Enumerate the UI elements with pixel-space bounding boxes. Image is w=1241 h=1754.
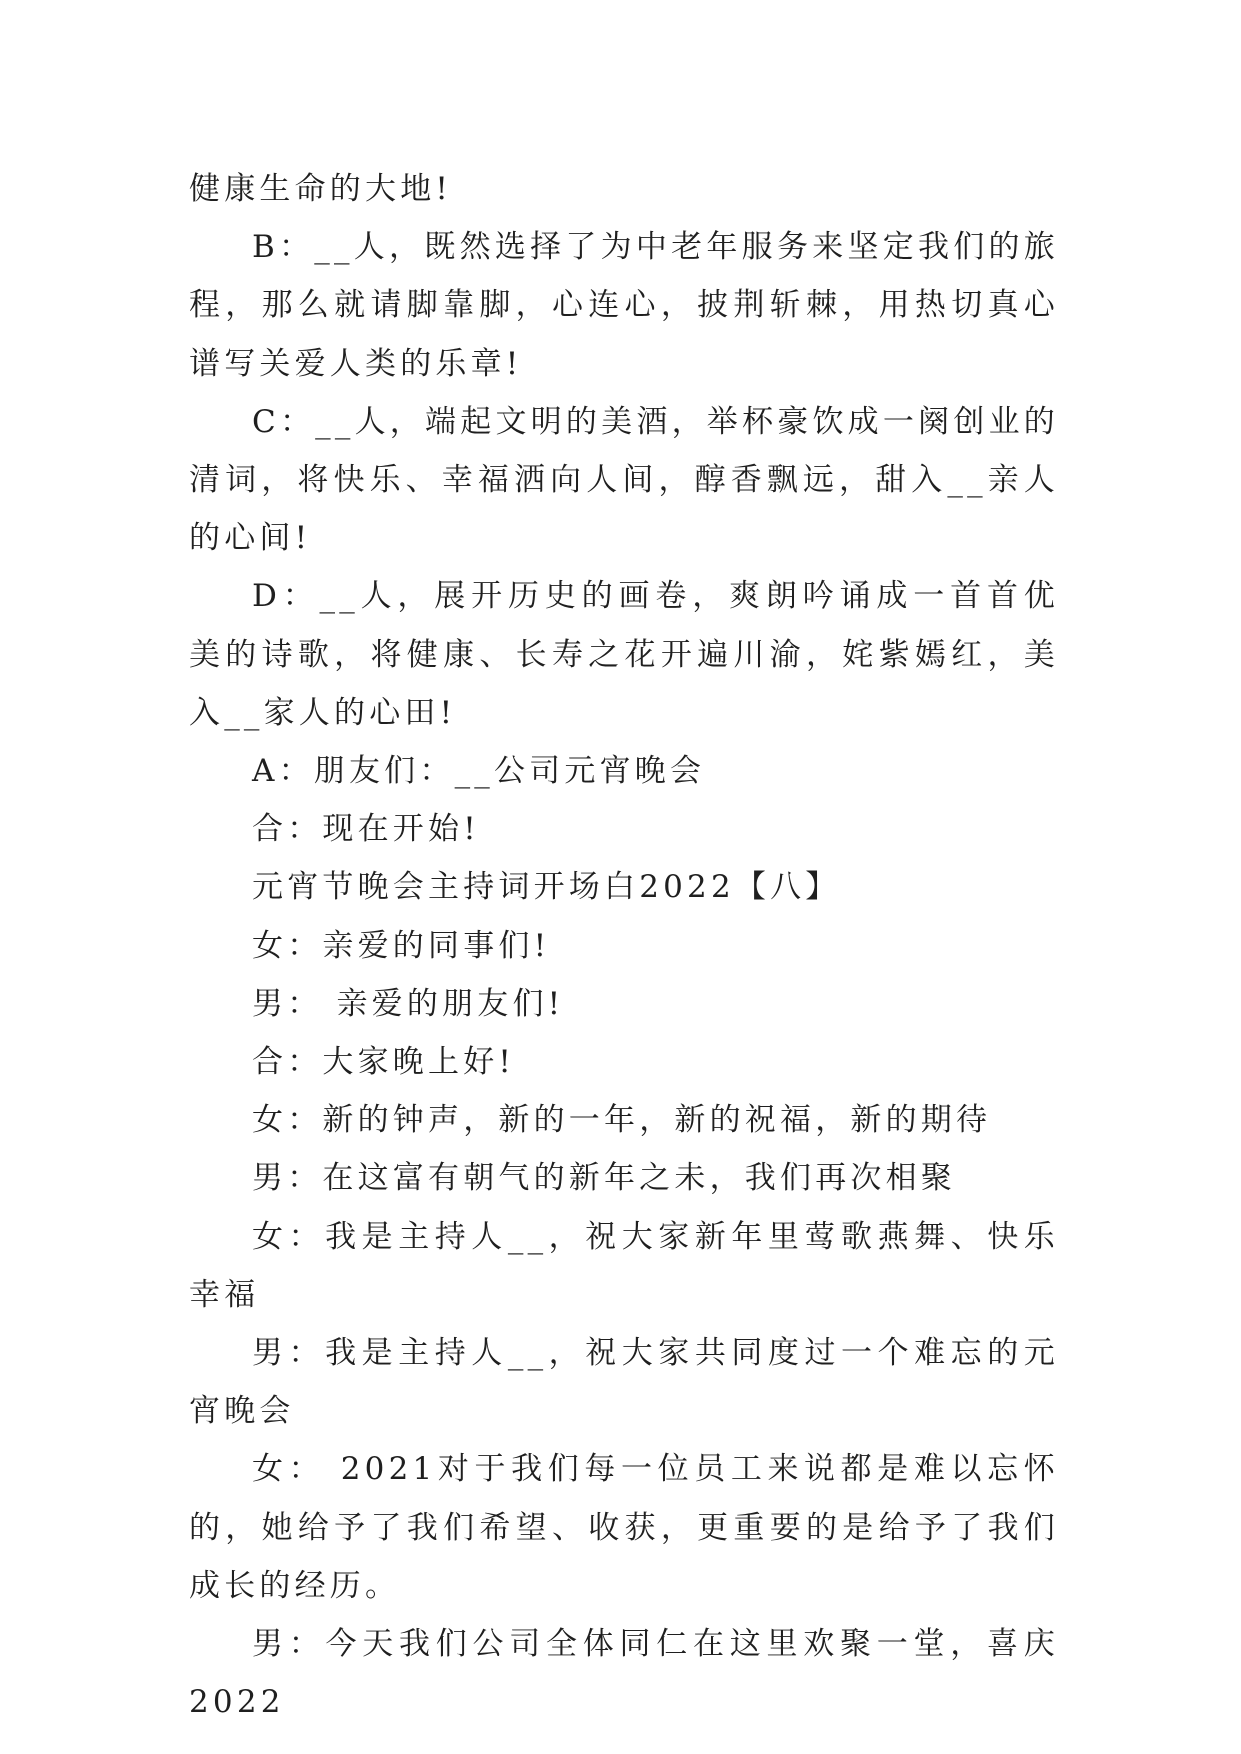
- paragraph: 合：大家晚上好!: [252, 1044, 516, 1081]
- paragraph: B：__人，既然选择了为中老年服务来坚定我们的旅程，那么就请脚靠脚，心连心，披荆斩棘，用热切真心谱写关爱人类的乐章!: [189, 229, 1059, 382]
- paragraph: 男：今天我们公司全体同仁在这里欢聚一堂，喜庆2022: [189, 1626, 1059, 1721]
- section-heading: 元宵节晚会主持词开场白2022【八】: [252, 869, 841, 906]
- paragraph: 合：现在开始!: [252, 811, 480, 848]
- paragraph: 健康生命的大地!: [189, 171, 453, 207]
- paragraph: 女：亲爱的同事们!: [252, 927, 551, 964]
- paragraph: A：朋友们：__公司元宵晚会: [252, 753, 706, 790]
- document-body: [189, 160, 1059, 1731]
- paragraph: 女：新的钟声，新的一年，新的祝福，新的期待: [252, 1102, 992, 1139]
- paragraph: 男：我是主持人__，祝大家共同度过一个难忘的元宵晚会: [189, 1335, 1059, 1430]
- paragraph: 男：在这富有朝气的新年之未，我们再次相聚: [252, 1160, 956, 1197]
- paragraph: 女： 2021对于我们每一位员工来说都是难以忘怀的，她给予了我们希望、收获，更重要的是给予了我们成长的经历。: [189, 1451, 1059, 1604]
- paragraph: 女：我是主持人__，祝大家新年里莺歌燕舞、快乐幸福: [189, 1218, 1059, 1313]
- paragraph: 男： 亲爱的朋友们!: [252, 985, 565, 1022]
- paragraph: D：__人，展开历史的画卷，爽朗吟诵成一首首优美的诗歌，将健康、长寿之花开遍川渝，姹紫嫣红，美入__家人的心田!: [189, 578, 1059, 731]
- paragraph: C：__人，端起文明的美酒，举杯豪饮成一阕创业的清词，将快乐、幸福洒向人间，醇香飘远，甜入__亲人的心间!: [189, 403, 1059, 557]
